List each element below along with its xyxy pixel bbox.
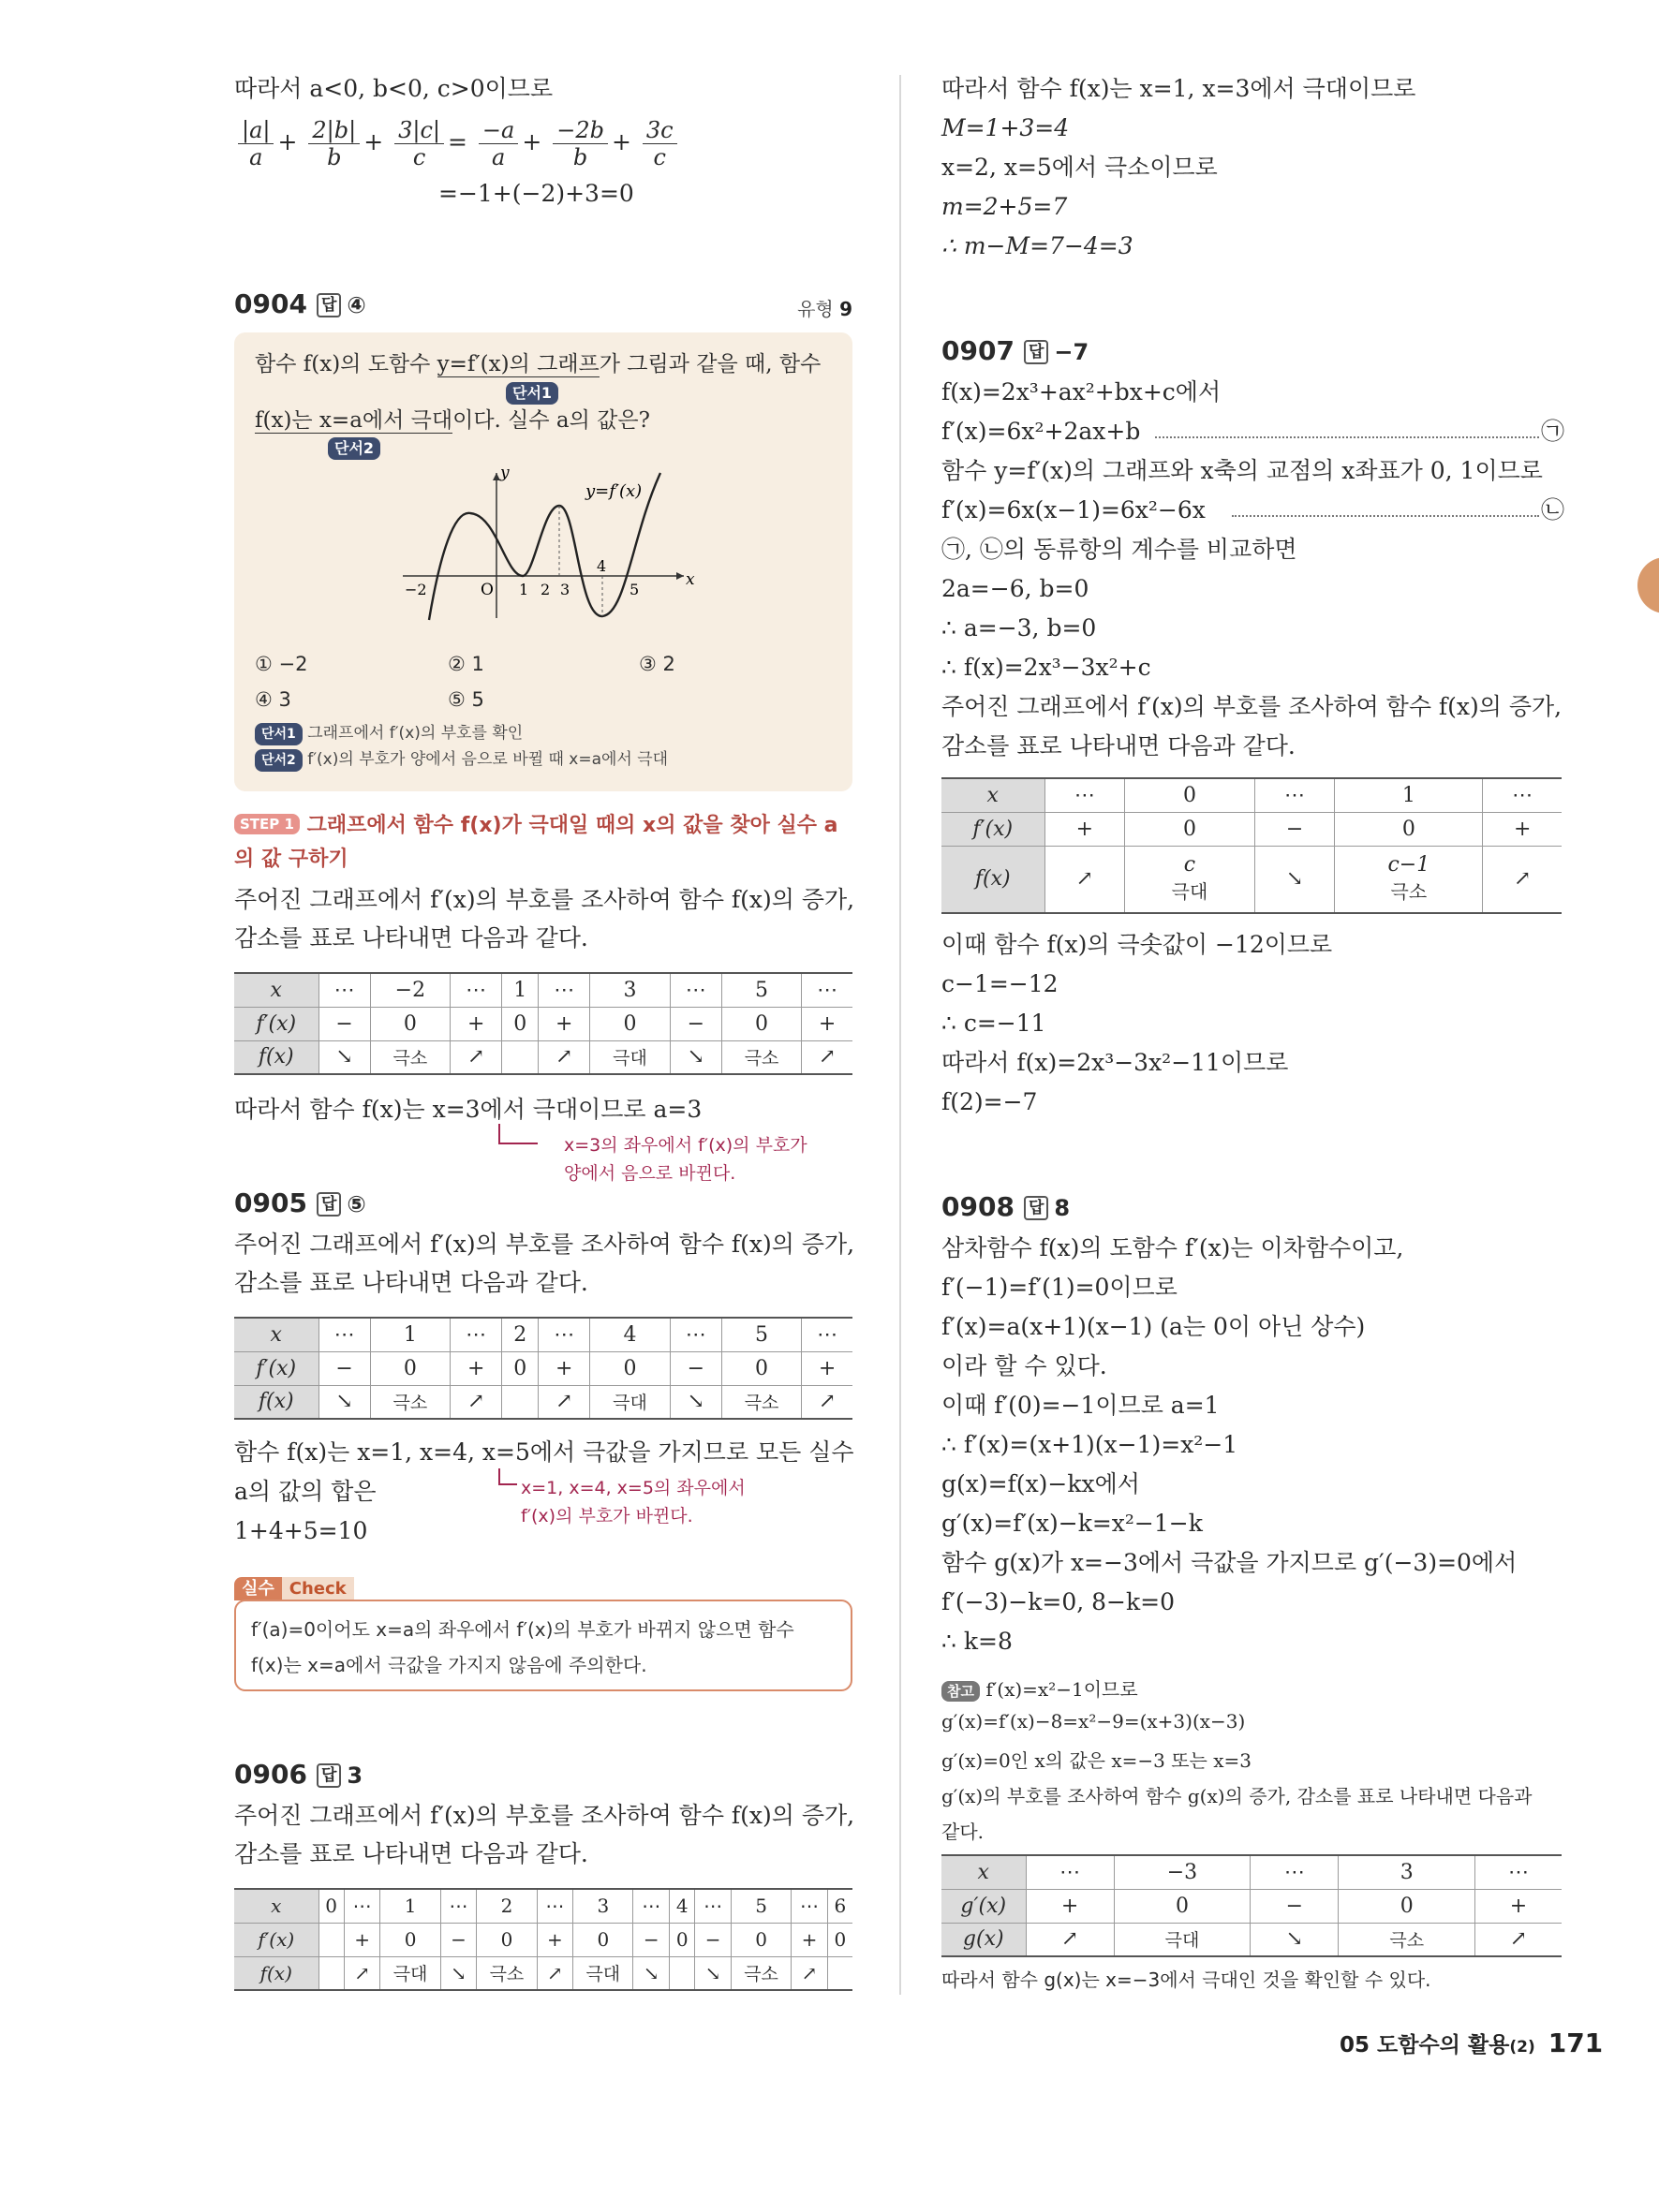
table-cell: ↗ [539, 1385, 590, 1419]
table-cell: + [537, 1923, 573, 1956]
table-cell: ↗ [1475, 1923, 1563, 1956]
choice-5: ⑤ 5 [448, 688, 484, 711]
column-divider [899, 75, 901, 1995]
problem-0906-header: 0906 답 3 [234, 1759, 363, 1790]
frac-term-4: $\frac{-a}{a}$ [479, 117, 518, 170]
table-cell: 극소 [370, 1385, 450, 1419]
table-0908 [941, 1854, 1562, 1957]
question-line-1: 함수 f(x)의 도함수 y=f′(x)의 그래프가 그림과 같을 때, 함수 [255, 352, 822, 376]
table-cell: + [1475, 1889, 1563, 1923]
check-text: f(x)는 x=a에서 극값을 가지지 않음에 주의한다. [251, 1654, 647, 1676]
table-row [234, 1007, 852, 1040]
row-header-cell: x [234, 1889, 318, 1923]
table-cell: ⋯ [539, 1318, 590, 1351]
table-cell: − [318, 1007, 370, 1040]
fraction-equation: $\frac{|a|}{a}$ + $\frac{2|b|}{b}$ + $\frac{3|c|}{c}$ = $\frac{-a}{a}$ + $\frac{-2b}{b}$ + $\frac{3c}{c}$ [234, 114, 681, 170]
body-line: 주어진 그래프에서 f′(x)의 부호를 조사하여 함수 f(x)의 증가, [234, 1802, 855, 1829]
choice-2: ② 1 [448, 653, 484, 675]
table-cell: ⋯ [451, 973, 502, 1007]
tick-label: −2 [405, 581, 427, 598]
table-cell: 극소 [731, 1956, 791, 1990]
table-cell: + [792, 1923, 828, 1956]
reference-line: g′(x)=0인 x의 값은 x=−3 또는 x=3 [941, 1749, 1252, 1772]
table-cell: ⋯ [792, 1889, 828, 1923]
table-row [234, 1385, 852, 1419]
table-cell: 4 [590, 1318, 670, 1351]
table-cell: ↗ [451, 1040, 502, 1074]
table-row [941, 1889, 1562, 1923]
problem-0905-header: 0905 답 ⑤ [234, 1187, 366, 1218]
choice-1: ① −2 [255, 653, 308, 675]
table-cell: − [1251, 1889, 1339, 1923]
table-row [234, 1889, 852, 1923]
y-axis-label: y [500, 464, 510, 482]
table-cell: 0 [670, 1923, 695, 1956]
table-cell: 극소 [477, 1956, 537, 1990]
origin-label: O [481, 581, 494, 599]
table-cell [502, 1040, 539, 1074]
table-cell: 5 [731, 1889, 791, 1923]
table-cell: ↘ [440, 1956, 477, 1990]
table-cell: 0 [721, 1351, 801, 1385]
intro-line: 따라서 a<0, b<0, c>0이므로 [234, 75, 554, 102]
table-cell: + [451, 1007, 502, 1040]
table-cell: ⋯ [1475, 1855, 1563, 1889]
question-line-2: f(x)는 x=a에서 극대이다. 실수 a의 값은? [255, 408, 650, 433]
body-line: 감소를 표로 나타내면 다음과 같다. [234, 1269, 588, 1296]
solution-line: f′(x)=a(x+1)(x−1) (a는 0이 아닌 상수) [941, 1313, 1366, 1340]
table-cell: ⋯ [344, 1889, 380, 1923]
table-cell: + [1026, 1889, 1114, 1923]
solution-line: 이라 할 수 있다. [941, 1352, 1107, 1379]
chapter-tab-marker [1637, 557, 1659, 613]
derivative-graph [403, 459, 703, 627]
check-text: f′(a)=0이어도 x=a의 좌우에서 f′(x)의 부호가 바뀌지 않으면 함수 [251, 1618, 794, 1641]
table-cell: ⋯ [670, 973, 721, 1007]
table-cell: 극대 [590, 1040, 670, 1074]
table-cell: 0 [502, 1351, 539, 1385]
table-cell: 1 [370, 1318, 450, 1351]
dotted-leader [1155, 436, 1539, 438]
table-row [234, 1956, 852, 1990]
table-cell: 3 [573, 1889, 633, 1923]
reference-line: 같다. [941, 1821, 984, 1843]
frac-term-5: $\frac{-2b}{b}$ [553, 117, 608, 170]
solution-line: 감소를 표로 나타내면 다음과 같다. [941, 732, 1296, 759]
row-header-cell: f(x) [234, 1040, 318, 1074]
table-cell: 5 [721, 973, 801, 1007]
table-cell: 극소 [721, 1040, 801, 1074]
row-header-cell: x [234, 973, 318, 1007]
y-axis-arrow [493, 473, 500, 480]
table-cell: + [539, 1351, 590, 1385]
solution-line: ∴ a=−3, b=0 [941, 614, 1097, 641]
solution-line: 함수 y=f′(x)의 그래프와 x축의 교점의 x좌표가 0, 1이므로 [941, 457, 1543, 484]
table-cell: + [802, 1007, 852, 1040]
choice-3: ③ 2 [639, 653, 675, 675]
table-cell: ↗ [539, 1040, 590, 1074]
table-cell: − [695, 1923, 732, 1956]
table-cell: ↘ [1251, 1923, 1339, 1956]
solution-line: g′(x)=f′(x)−k=x²−1−k [941, 1510, 1203, 1537]
curve-label: y=f′(x) [585, 481, 643, 501]
cont-line: m=2+5=7 [941, 193, 1068, 220]
table-cell [502, 1385, 539, 1419]
row-header-cell: g′(x) [941, 1889, 1026, 1923]
table-cell: − [440, 1923, 477, 1956]
table-cell: 0 [502, 1007, 539, 1040]
table-cell: 5 [721, 1318, 801, 1351]
table-cell: ↘ [633, 1956, 670, 1990]
row-header-cell: f′(x) [234, 1007, 318, 1040]
table-cell: 1 [502, 973, 539, 1007]
table-row [234, 1923, 852, 1956]
solution-line: 2a=−6, b=0 [941, 575, 1089, 602]
clue-badge-1: 단서1 [506, 382, 558, 405]
solution-line: f(x)=2x³+ax²+bx+c에서 [941, 378, 1222, 406]
problem-0908-header: 0908 답 8 [941, 1191, 1071, 1222]
table-cell: 2 [477, 1889, 537, 1923]
note-line: x=1, x=4, x=5의 좌우에서 [521, 1478, 746, 1498]
problem-type-label: 유형 9 [797, 298, 852, 320]
table-cell: 0 [477, 1923, 537, 1956]
tick-label: 1 [519, 581, 529, 598]
x-axis-arrow [676, 572, 684, 580]
frac-term-6: $\frac{3c}{c}$ [643, 117, 677, 170]
frac-term-3: $\frac{3|c|}{c}$ [394, 117, 444, 170]
solution-line: f′(−3)−k=0, 8−k=0 [941, 1588, 1175, 1615]
solution-line: ∴ k=8 [941, 1628, 1013, 1655]
table-0906 [234, 1888, 852, 1991]
table-cell: ↗ [802, 1385, 852, 1419]
table-cell: 0 [721, 1007, 801, 1040]
table-0905 [234, 1317, 852, 1420]
solution-line: 따라서 f(x)=2x³−3x²−11이므로 [941, 1049, 1289, 1076]
row-header-cell: x [941, 1855, 1026, 1889]
table-cell: ↗ [451, 1385, 502, 1419]
hint-1: 단서1 그래프에서 f′(x)의 부호를 확인 [255, 719, 523, 745]
table-cell: + [451, 1351, 502, 1385]
tick-label: 5 [630, 581, 640, 598]
row-header-cell: x [234, 1318, 318, 1351]
table-cell: ↗ [344, 1956, 380, 1990]
solution-line: f′(x)=6x²+2ax+b [941, 418, 1141, 445]
cont-line: ∴ m−M=7−4=3 [941, 232, 1133, 259]
table-cell: 0 [573, 1923, 633, 1956]
table-cell: ⋯ [318, 1318, 370, 1351]
table-cell [670, 1956, 695, 1990]
table-0904 [234, 972, 852, 1075]
solution-line: f′(x)=6x(x−1)=6x²−6x [941, 496, 1206, 524]
tick-label: 3 [560, 581, 570, 598]
solution-line: 이때 함수 f(x)의 극솟값이 −12이므로 [941, 931, 1333, 958]
table-cell: ⋯ [802, 1318, 852, 1351]
solution-line: ∴ c=−11 [941, 1010, 1046, 1037]
table-cell: 0 [827, 1923, 852, 1956]
body-line: 주어진 그래프에서 f′(x)의 부호를 조사하여 함수 f(x)의 증가, [234, 1231, 855, 1258]
solution-line: c−1=−12 [941, 970, 1059, 997]
choice-4: ④ 3 [255, 688, 291, 711]
row-header-cell: f′(x) [234, 1923, 318, 1956]
table-cell: 0 [731, 1923, 791, 1956]
body-line: 감소를 표로 나타내면 다음과 같다. [234, 924, 588, 951]
table-cell: − [670, 1351, 721, 1385]
solution-line: g(x)=f(x)−kx에서 [941, 1470, 1140, 1497]
dotted-leader [1232, 515, 1539, 517]
cont-line: 따라서 함수 f(x)는 x=1, x=3에서 극대이므로 [941, 75, 1416, 102]
solution-line: ∴ f(x)=2x³−3x²+c [941, 654, 1151, 681]
table-cell: ↘ [695, 1956, 732, 1990]
body-line: 주어진 그래프에서 f′(x)의 부호를 조사하여 함수 f(x)의 증가, [234, 886, 855, 913]
conclusion-0904: 따라서 함수 f(x)는 x=3에서 극대이므로 a=3 [234, 1096, 703, 1123]
page-footer [1340, 2028, 1603, 2058]
row-header-cell: f(x) [234, 1385, 318, 1419]
table-row [234, 1040, 852, 1074]
table-row: f′(x) + 0 − 0 + [941, 812, 1562, 846]
row-header-cell: f′(x) [234, 1351, 318, 1385]
sum-line: a의 값의 합은 [234, 1478, 377, 1505]
table-cell: ↘ [670, 1040, 721, 1074]
table-cell: ⋯ [451, 1318, 502, 1351]
table-cell [827, 1956, 852, 1990]
table-cell: − [633, 1923, 670, 1956]
note-line: 양에서 음으로 바뀐다. [564, 1163, 736, 1184]
table-cell: 0 [590, 1351, 670, 1385]
table-cell: 극대 [1114, 1923, 1251, 1956]
table-cell: ⋯ [695, 1889, 732, 1923]
frac-result: =−1+(−2)+3=0 [438, 180, 634, 207]
final-line: 따라서 함수 g(x)는 x=−3에서 극대인 것을 확인할 수 있다. [941, 1969, 1431, 1991]
table-cell: ↘ [318, 1040, 370, 1074]
solution-line: 함수 g(x)가 x=−3에서 극값을 가지므로 g′(−3)=0에서 [941, 1549, 1518, 1576]
table-cell: ↗ [537, 1956, 573, 1990]
table-0907 [941, 777, 1562, 914]
table-cell: ⋯ [1026, 1855, 1114, 1889]
table-cell: ⋯ [670, 1318, 721, 1351]
frac-term-1: $\frac{|a|}{a}$ [238, 117, 274, 170]
table-cell: 3 [590, 973, 670, 1007]
table-cell: −3 [1114, 1855, 1251, 1889]
solution-line: 이때 f′(0)=−1이므로 a=1 [941, 1392, 1220, 1419]
table-cell: 0 [318, 1889, 344, 1923]
table-cell: 6 [827, 1889, 852, 1923]
table-cell: + [802, 1351, 852, 1385]
page-number: 171 [1548, 2028, 1604, 2058]
table-cell: ⋯ [539, 973, 590, 1007]
table-cell: ⋯ [440, 1889, 477, 1923]
table-cell: ↗ [802, 1040, 852, 1074]
table-cell: 0 [1339, 1889, 1475, 1923]
table-row [941, 1923, 1562, 1956]
solution-line: f′(−1)=f′(1)=0이므로 [941, 1274, 1178, 1301]
table-cell: ⋯ [537, 1889, 573, 1923]
table-cell: ⋯ [1251, 1855, 1339, 1889]
table-row: x ⋯ 0 ⋯ 1 ⋯ [941, 778, 1562, 812]
solution-line: 삼차함수 f(x)의 도함수 f′(x)는 이차함수이고, [941, 1234, 1404, 1261]
table-cell: 극소 [370, 1040, 450, 1074]
clue-badge-2: 단서2 [328, 437, 380, 460]
problem-0904-header: 0904 답 ④ [234, 288, 366, 319]
table-cell: ↗ [1026, 1923, 1114, 1956]
solution-line: f(2)=−7 [941, 1088, 1038, 1115]
reference-line: g′(x)의 부호를 조사하여 함수 g(x)의 증가, 감소를 표로 나타내면 다음과 [941, 1785, 1533, 1807]
table-cell: 극대 [380, 1956, 440, 1990]
table-cell: 3 [1339, 1855, 1475, 1889]
check-box [234, 1600, 852, 1691]
table-cell: + [539, 1007, 590, 1040]
table-cell: 1 [380, 1889, 440, 1923]
table-cell: − [670, 1007, 721, 1040]
sum-line: 함수 f(x)는 x=1, x=4, x=5에서 극값을 가지므로 모든 실수 [234, 1438, 854, 1466]
table-cell: 0 [380, 1923, 440, 1956]
hint-2: 단서2 f′(x)의 부호가 양에서 음으로 바뀔 때 x=a에서 극대 [255, 745, 668, 772]
mark-1: ㉠ [1541, 418, 1565, 445]
tick-label: 4 [597, 557, 607, 575]
table-row [234, 1318, 852, 1351]
row-header-cell: g(x) [941, 1923, 1026, 1956]
solution-line: ㉠, ㉡의 동류항의 계수를 비교하면 [941, 536, 1297, 563]
table-cell: ↘ [670, 1385, 721, 1419]
solution-line: 주어진 그래프에서 f′(x)의 부호를 조사하여 함수 f(x)의 증가, [941, 693, 1563, 720]
table-cell: 극대 [590, 1385, 670, 1419]
table-cell: ⋯ [802, 973, 852, 1007]
table-cell: + [344, 1923, 380, 1956]
table-cell: 극소 [1339, 1923, 1475, 1956]
table-row: f(x) ↗ c 극대 ↘ c−1 극소 ↗ [941, 846, 1562, 913]
table-cell [318, 1956, 344, 1990]
chapter-title: 05 도함수의 활용 [1340, 2033, 1510, 2057]
table-cell: 극소 [721, 1385, 801, 1419]
table-cell: 극대 [573, 1956, 633, 1990]
table-cell: −2 [370, 973, 450, 1007]
sum-line: 1+4+5=10 [234, 1517, 368, 1544]
table-row [234, 1351, 852, 1385]
reference-line: g′(x)=f′(x)−8=x²−9=(x+3)(x−3) [941, 1710, 1246, 1733]
frac-term-2: $\frac{2|b|}{b}$ [308, 117, 360, 170]
body-line: 감소를 표로 나타내면 다음과 같다. [234, 1840, 588, 1867]
step-1-title: STEP 1 그래프에서 함수 f(x)가 극대일 때의 x의 값을 찾아 실수 a의 값 구하기 [234, 814, 838, 871]
table-cell: − [318, 1351, 370, 1385]
mark-2: ㉡ [1541, 496, 1565, 524]
table-cell: 0 [590, 1007, 670, 1040]
problem-0907-header: 0907 답 −7 [941, 335, 1089, 366]
table-row [234, 973, 852, 1007]
table-cell: 2 [502, 1318, 539, 1351]
note-line: x=3의 좌우에서 f′(x)의 부호가 [564, 1135, 807, 1156]
table-cell: 0 [1114, 1889, 1251, 1923]
table-row [941, 1855, 1562, 1889]
table-cell: ↗ [792, 1956, 828, 1990]
reference-line: 참고 f′(x)=x²−1이므로 [941, 1674, 1138, 1702]
table-cell: ⋯ [633, 1889, 670, 1923]
row-header-cell: f(x) [234, 1956, 318, 1990]
x-axis-label: x [686, 570, 695, 589]
table-cell: ⋯ [318, 973, 370, 1007]
cont-line: M=1+3=4 [941, 114, 1070, 141]
callout-line [498, 1124, 538, 1144]
table-cell: 4 [670, 1889, 695, 1923]
note-line: f′(x)의 부호가 바뀐다. [521, 1506, 693, 1526]
table-cell: 0 [370, 1007, 450, 1040]
table-cell [318, 1923, 344, 1956]
tick-label: 2 [541, 581, 551, 598]
cont-line: x=2, x=5에서 극소이므로 [941, 154, 1218, 181]
check-header: 실수 Check [234, 1575, 354, 1600]
chapter-sub: (2) [1509, 2038, 1535, 2057]
callout-line [498, 1468, 517, 1485]
table-cell: ↘ [318, 1385, 370, 1419]
table-cell: 0 [370, 1351, 450, 1385]
solution-line: ∴ f′(x)=(x+1)(x−1)=x²−1 [941, 1431, 1238, 1458]
